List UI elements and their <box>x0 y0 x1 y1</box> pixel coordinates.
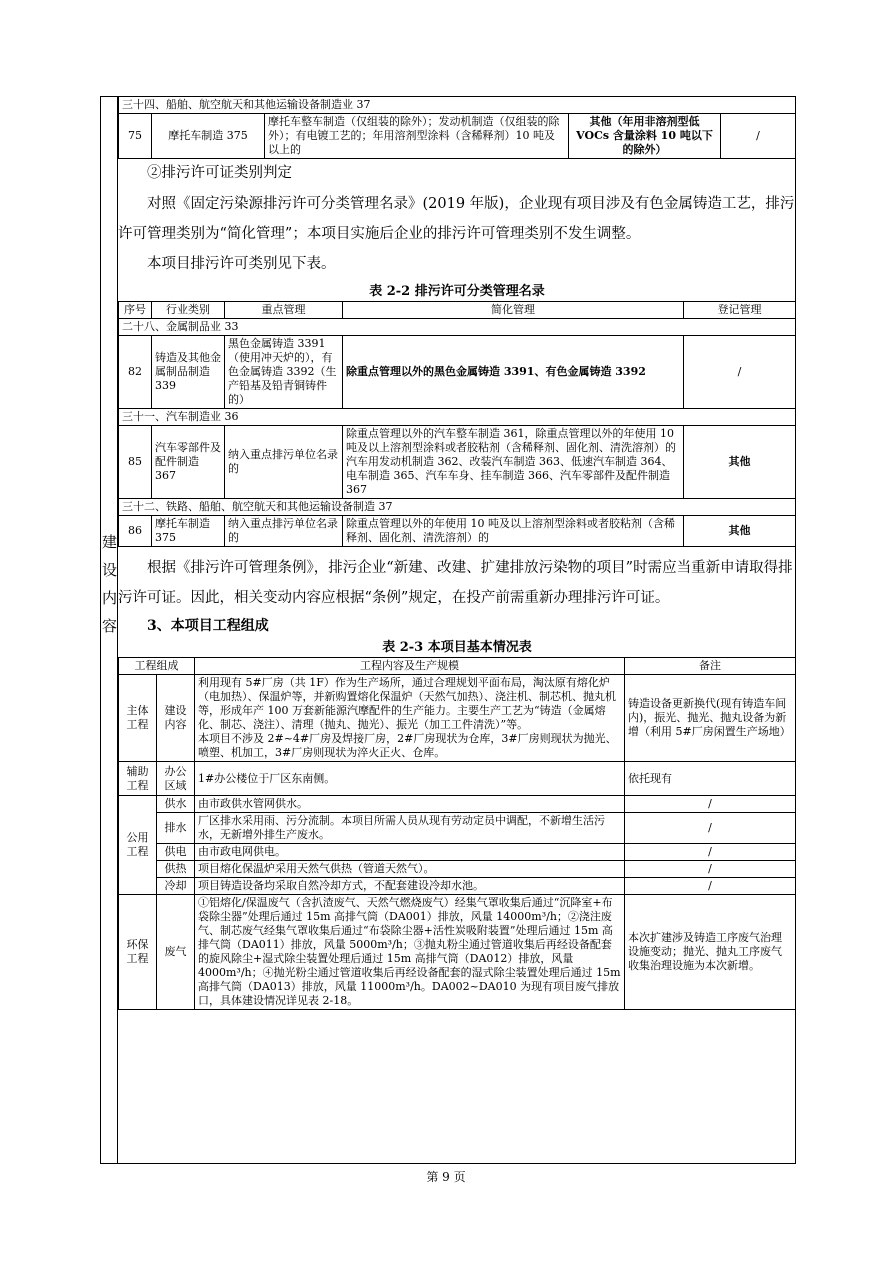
cell: 82 <box>119 336 152 409</box>
table-row <box>119 878 796 895</box>
table-row <box>119 675 796 762</box>
cell: 除重点管理以外的汽车整车制造 361，除重点管理以外的年使用 10 吨及以上溶剂型涂料或者胶粘剂（含稀释剂、固化剂、清洗溶剂）的汽车用发动机制造 362、改装汽车制造 363、低速汽车制造 364、电车制造 365、汽车车身、挂车制造 366、汽车零部件及配件制造 367 <box>343 426 684 499</box>
cell: 其他 <box>684 516 796 547</box>
cell: 排水 <box>157 813 195 844</box>
cell: 供热 <box>157 861 195 878</box>
cell: 铸造及其他金属制品制造 339 <box>152 336 225 409</box>
section-row: 三十一、汽车制造业 36 <box>119 409 796 426</box>
cell: / <box>625 861 796 878</box>
section-row: 二十八、金属制品业 33 <box>119 319 796 336</box>
content <box>118 96 796 1010</box>
table-row <box>119 426 796 499</box>
cell: 除重点管理以外的黑色金属铸造 3391、有色金属铸造 3392 <box>343 336 684 409</box>
table-2-3 <box>118 657 796 1010</box>
cell: 环保工程 <box>119 895 157 1010</box>
side-label <box>100 528 118 640</box>
cell: 铸造设备更新换代(现有铸造车间内)，振光、抛光、抛丸设备为新增（利用 5#厂房闲置生产场地） <box>625 675 796 762</box>
table-a-section: 三十四、船舶、航空航天和其他运输设备制造业 37 <box>119 97 796 114</box>
cell: 本次扩建涉及铸造工序废气治理设施变动；抛光、抛丸工序废气收集治理设施为本次新增。 <box>625 895 796 1010</box>
cell: / <box>625 844 796 861</box>
heading-3: 3、本项目工程组成 <box>147 618 269 634</box>
cell: 汽车零部件及配件制造 367 <box>152 426 225 499</box>
cell: 其他（年用非溶剂型低 VOCs 含量涂料 10 吨以下的除外） <box>569 114 721 159</box>
cell: 供水 <box>157 796 195 813</box>
cell: 黑色金属铸造 3391（使用冲天炉的），有色金属铸造 3392（生产铅基及铅青铜铸件的） <box>225 336 343 409</box>
page-footer: 第 9 页 <box>426 1170 466 1184</box>
cell: 冷却 <box>157 878 195 895</box>
cell: 依托现有 <box>625 762 796 796</box>
table-2-2 <box>118 301 796 547</box>
paragraph-3: 根据《排污许可管理条例》，排污企业“新建、改建、扩建排放污染物的项目”时需应当重新申请取得排污许可证。因此，相关变动内容应根据“条例”规定，在投产前需重新办理排污许可证。 <box>118 560 793 606</box>
cell: 其他 <box>684 426 796 499</box>
cell: 纳入重点排污单位名录的 <box>225 426 343 499</box>
table-2-3-caption: 表 2-3 本项目基本情况表 <box>382 640 532 655</box>
header-cell: 工程内容及生产规模 <box>195 658 625 675</box>
cell: 主体工程 <box>119 675 157 762</box>
section-row: 三十二、铁路、船舶、航空航天和其他运输设备制造 37 <box>119 499 796 516</box>
paragraph-2: 本项目排污许可类别见下表。 <box>147 256 336 272</box>
cell <box>195 675 625 762</box>
cell: 项目铸造设备均采取自然冷却方式，不配套建设冷却水池。 <box>195 878 625 895</box>
cell: 纳入重点排污单位名录的 <box>225 516 343 547</box>
header-cell: 备注 <box>625 658 796 675</box>
header-cell: 工程组成 <box>119 658 195 675</box>
header-cell: 序号 <box>119 302 152 319</box>
cell: 废气 <box>157 895 195 1010</box>
main-content: 利用现有 5#厂房（共 1F）作为生产场所，通过合理规划平面布局，淘汰原有熔化炉（电加热）、保温炉等，并新购置熔化保温炉（天然气加热）、浇注机、制芯机、抛丸机等，形成年产 100 万套新能源汽摩配件的生产能力。主要生产工艺为“铸造（金属熔化、制芯、浇注）、清理（抛丸、抛光）、振光（加工工件清洗）”等。 <box>198 676 616 731</box>
table-row <box>119 336 796 409</box>
table-row <box>119 516 796 547</box>
cell: 供电 <box>157 844 195 861</box>
table-row <box>119 895 796 1010</box>
cell: 1#办公楼位于厂区东南侧。 <box>195 762 625 796</box>
cell: 公用工程 <box>119 796 157 895</box>
cell: 除重点管理以外的年使用 10 吨及以上溶剂型涂料或者胶粘剂（含稀释剂、固化剂、清洗溶剂）的 <box>343 516 684 547</box>
header-cell: 行业类别 <box>152 302 225 319</box>
cell: / <box>625 813 796 844</box>
cell: 项目熔化保温炉采用天然气供热（管道天然气）。 <box>195 861 625 878</box>
cell: 摩托车制造 375 <box>152 516 225 547</box>
cell: 85 <box>119 426 152 499</box>
cell: 建设内容 <box>157 675 195 762</box>
header-cell: 简化管理 <box>343 302 684 319</box>
side-label-text: 建设内容 <box>102 533 118 635</box>
cell: 辅助工程 <box>119 762 157 796</box>
main-content-2: 本项目不涉及 2#~4#厂房及焊接厂房，2#厂房现状为仓库，3#厂房则现状为抛光、喷塑、机加工，3#厂房则现状为淬火正火、仓库。 <box>198 732 617 759</box>
subheading-2: ②排污许可证类别判定 <box>147 165 292 181</box>
cell: / <box>684 336 796 409</box>
cell: 摩托车制造 375 <box>152 114 265 159</box>
table-row <box>119 813 796 844</box>
table-row <box>119 762 796 796</box>
header-cell: 重点管理 <box>225 302 343 319</box>
table-row <box>119 844 796 861</box>
cell: 由市政电网供电。 <box>195 844 625 861</box>
cell: / <box>721 114 796 159</box>
table-a <box>118 96 796 159</box>
cell: 摩托车整车制造（仅组装的除外）；发动机制造（仅组装的除外）；有电镀工艺的；年用溶剂型涂料（含稀释剂）10 吨及以上的 <box>265 114 569 159</box>
table-row <box>119 861 796 878</box>
cell: / <box>625 878 796 895</box>
cell: 75 <box>119 114 152 159</box>
cell: 86 <box>119 516 152 547</box>
cell: 厂区排水采用雨、污分流制。本项目所需人员从现有劳动定员中调配，不新增生活污水，无新增外排生产废水。 <box>195 813 625 844</box>
cell: / <box>625 796 796 813</box>
paragraph-1: 对照《固定污染源排污许可分类管理名录》(2019 年版)，企业现有项目涉及有色金属铸造工艺，排污许可管理类别为“简化管理”；本项目实施后企业的排污许可管理类别不发生调整。 <box>118 196 795 242</box>
table-row <box>119 114 796 159</box>
header-cell: 登记管理 <box>684 302 796 319</box>
cell: 由市政供水管网供水。 <box>195 796 625 813</box>
table-row <box>119 796 796 813</box>
cell: 办公区域 <box>157 762 195 796</box>
table-2-2-caption: 表 2-2 排污许可分类管理名录 <box>369 284 545 299</box>
cell: ①铝熔化/保温废气（含扒渣废气、天然气燃烧废气）经集气罩收集后通过“沉降室+布袋除尘器”处理后通过 15m 高排气筒（DA001）排放，风量 14000m³/h；②浇注废气、制芯废气经集气罩收集后通过“布袋除尘器+活性炭吸附装置”处理后通过 15m 高排气筒（DA011）排放，风量 5000m³/h；③抛丸粉尘通过管道收集后再经设备配套的旋风除尘+湿式除尘装置处理后通过 15m 高排气筒（DA012）排放，风量 4000m³/h；④抛光粉尘通过管道收集后再经设备配套的湿式除尘装置处理后通过 15m 高排气筒（DA013）排放，风量 11000m³/h。DA002~DA010 为现有项目废气排放口，具体建设情况详见表 2-18。 <box>195 895 625 1010</box>
